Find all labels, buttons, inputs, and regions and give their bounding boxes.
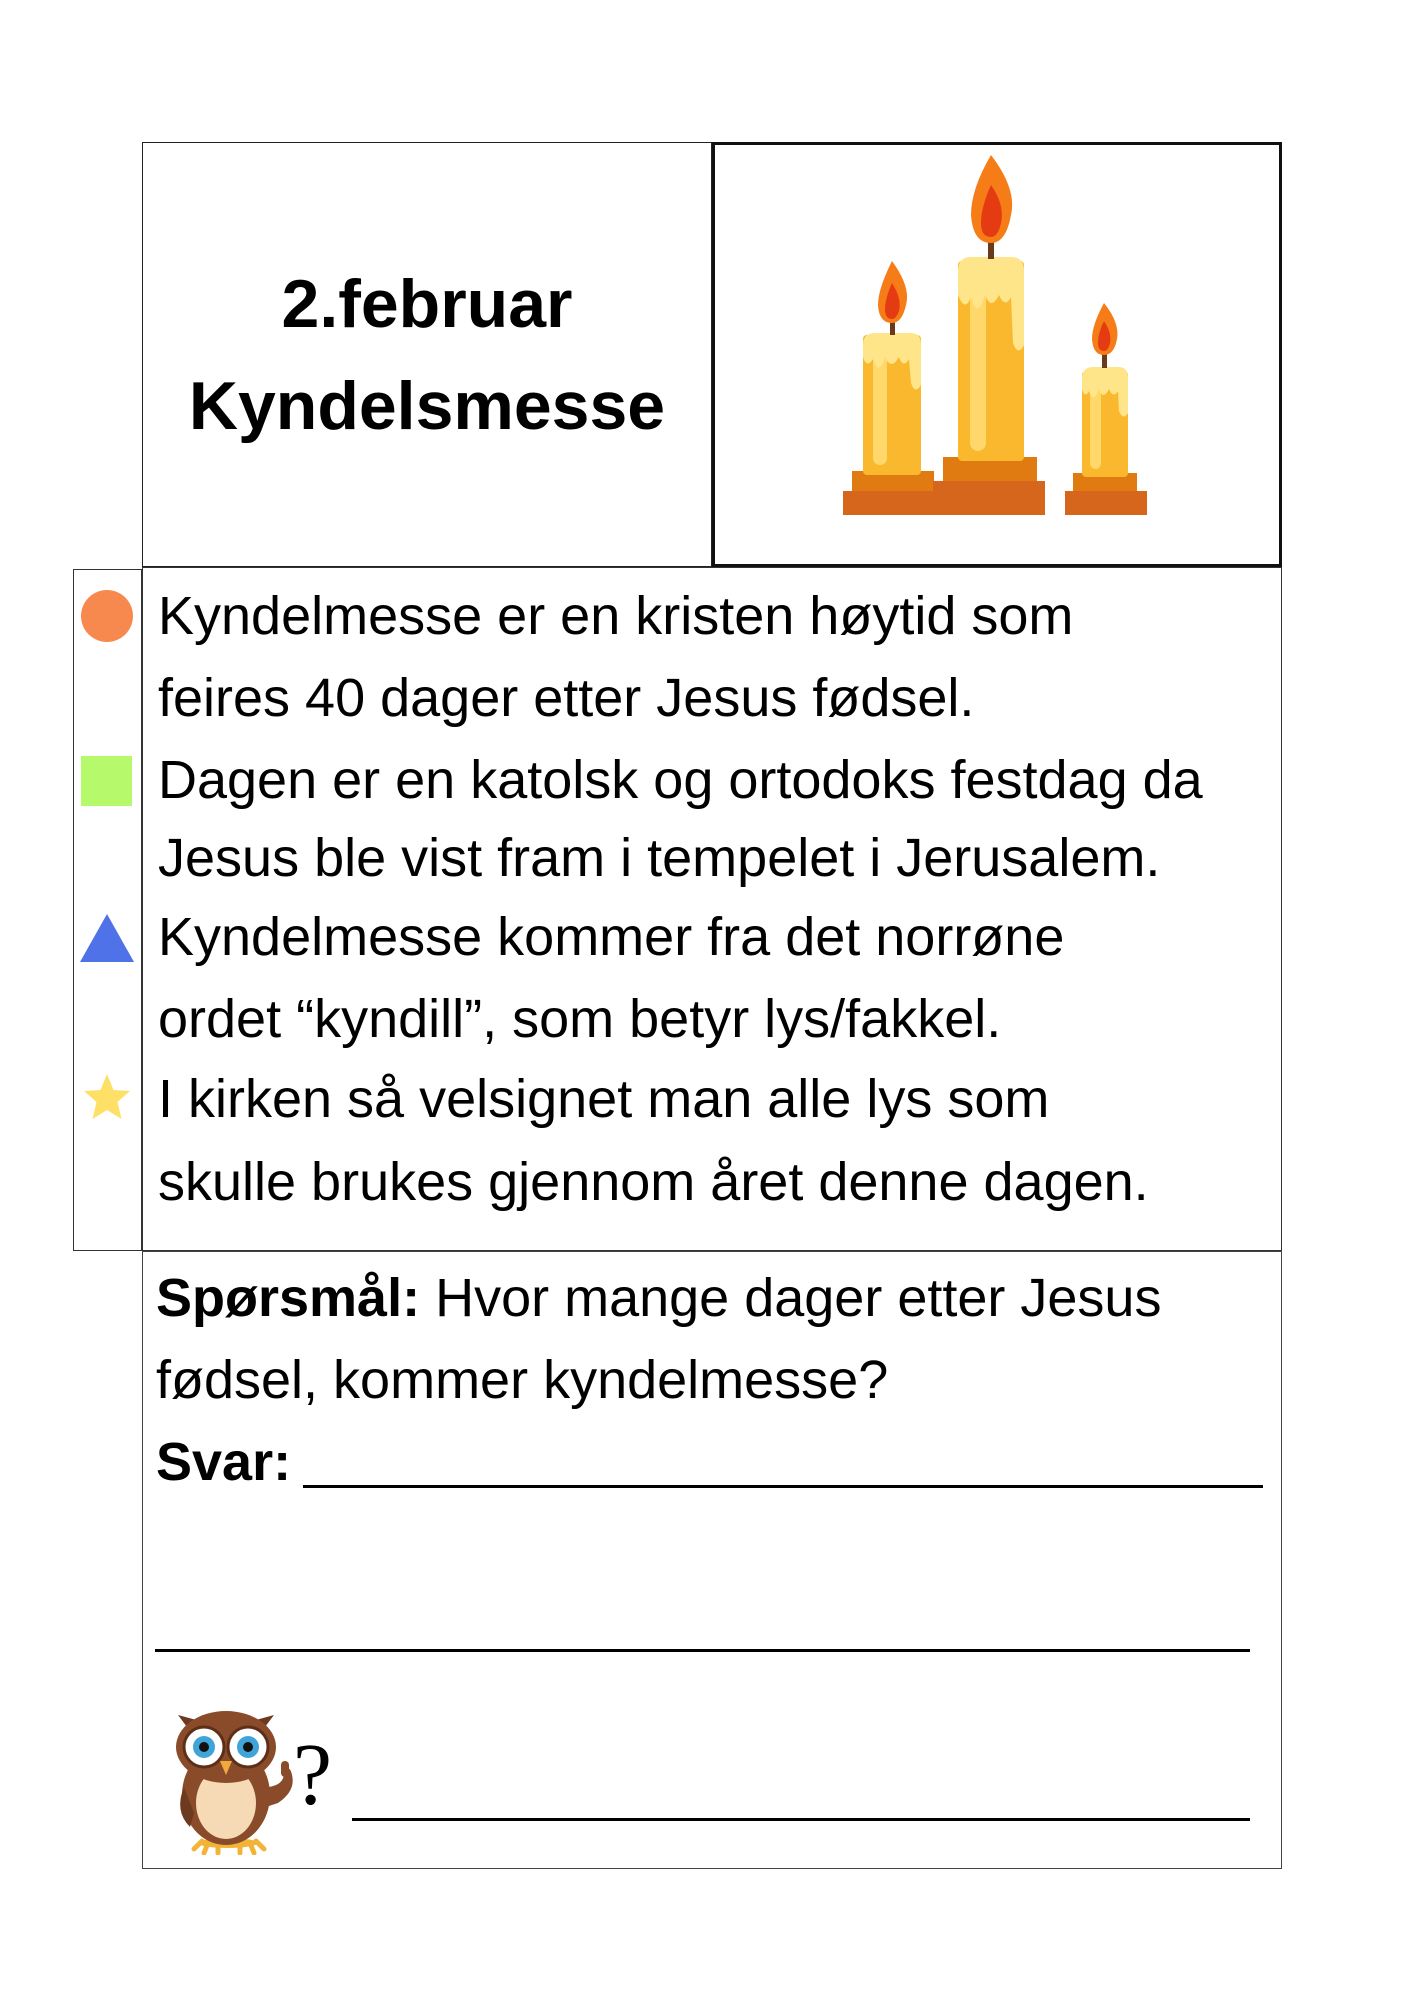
paragraph-line: skulle brukes gjennom året denne dagen.: [158, 1152, 1149, 1212]
triangle-icon: [80, 914, 134, 962]
paragraph-line: Dagen er en katolsk og ortodoks festdag da: [158, 750, 1203, 810]
marker-strip: [73, 569, 142, 1251]
own-question-mark: ?: [293, 1727, 333, 1824]
square-icon: [81, 756, 132, 806]
paragraph-line: I kirken så velsignet man alle lys som: [158, 1069, 1050, 1129]
paragraph-line: Kyndelmesse er en kristen høytid som: [158, 586, 1074, 646]
page-title: Kyndelsmesse: [188, 367, 666, 444]
star-icon: [84, 1074, 130, 1119]
image-cell: [712, 142, 1282, 567]
question-text: Hvor mange dager etter Jesus: [420, 1268, 1162, 1328]
paragraph-line: Jesus ble vist fram i tempelet i Jerusalem.: [158, 828, 1161, 888]
right-candle: [1065, 303, 1147, 515]
answer-line[interactable]: [155, 1649, 1250, 1652]
left-candle: [843, 261, 943, 515]
answer-line[interactable]: [303, 1485, 1263, 1488]
question-line-2: fødsel, kommer kyndelmesse?: [156, 1350, 889, 1410]
owl-thumbs-up-icon: [160, 1695, 298, 1855]
question-label: Spørsmål:: [156, 1268, 421, 1328]
paragraph-line: feires 40 dager etter Jesus fødsel.: [158, 668, 975, 728]
middle-candle: [933, 155, 1045, 515]
answer-label: Svar:: [156, 1432, 292, 1492]
circle-icon: [81, 590, 133, 642]
own-question-line[interactable]: [352, 1818, 1250, 1821]
title-cell: [142, 142, 712, 567]
question-line-1: [156, 1257, 1161, 1339]
paragraph-line: Kyndelmesse kommer fra det norrøne: [158, 907, 1065, 967]
candles-icon: [715, 145, 1279, 564]
date-heading: 2.februar: [281, 265, 573, 342]
paragraph-line: ordet “kyndill”, som betyr lys/fakkel.: [158, 989, 1002, 1049]
